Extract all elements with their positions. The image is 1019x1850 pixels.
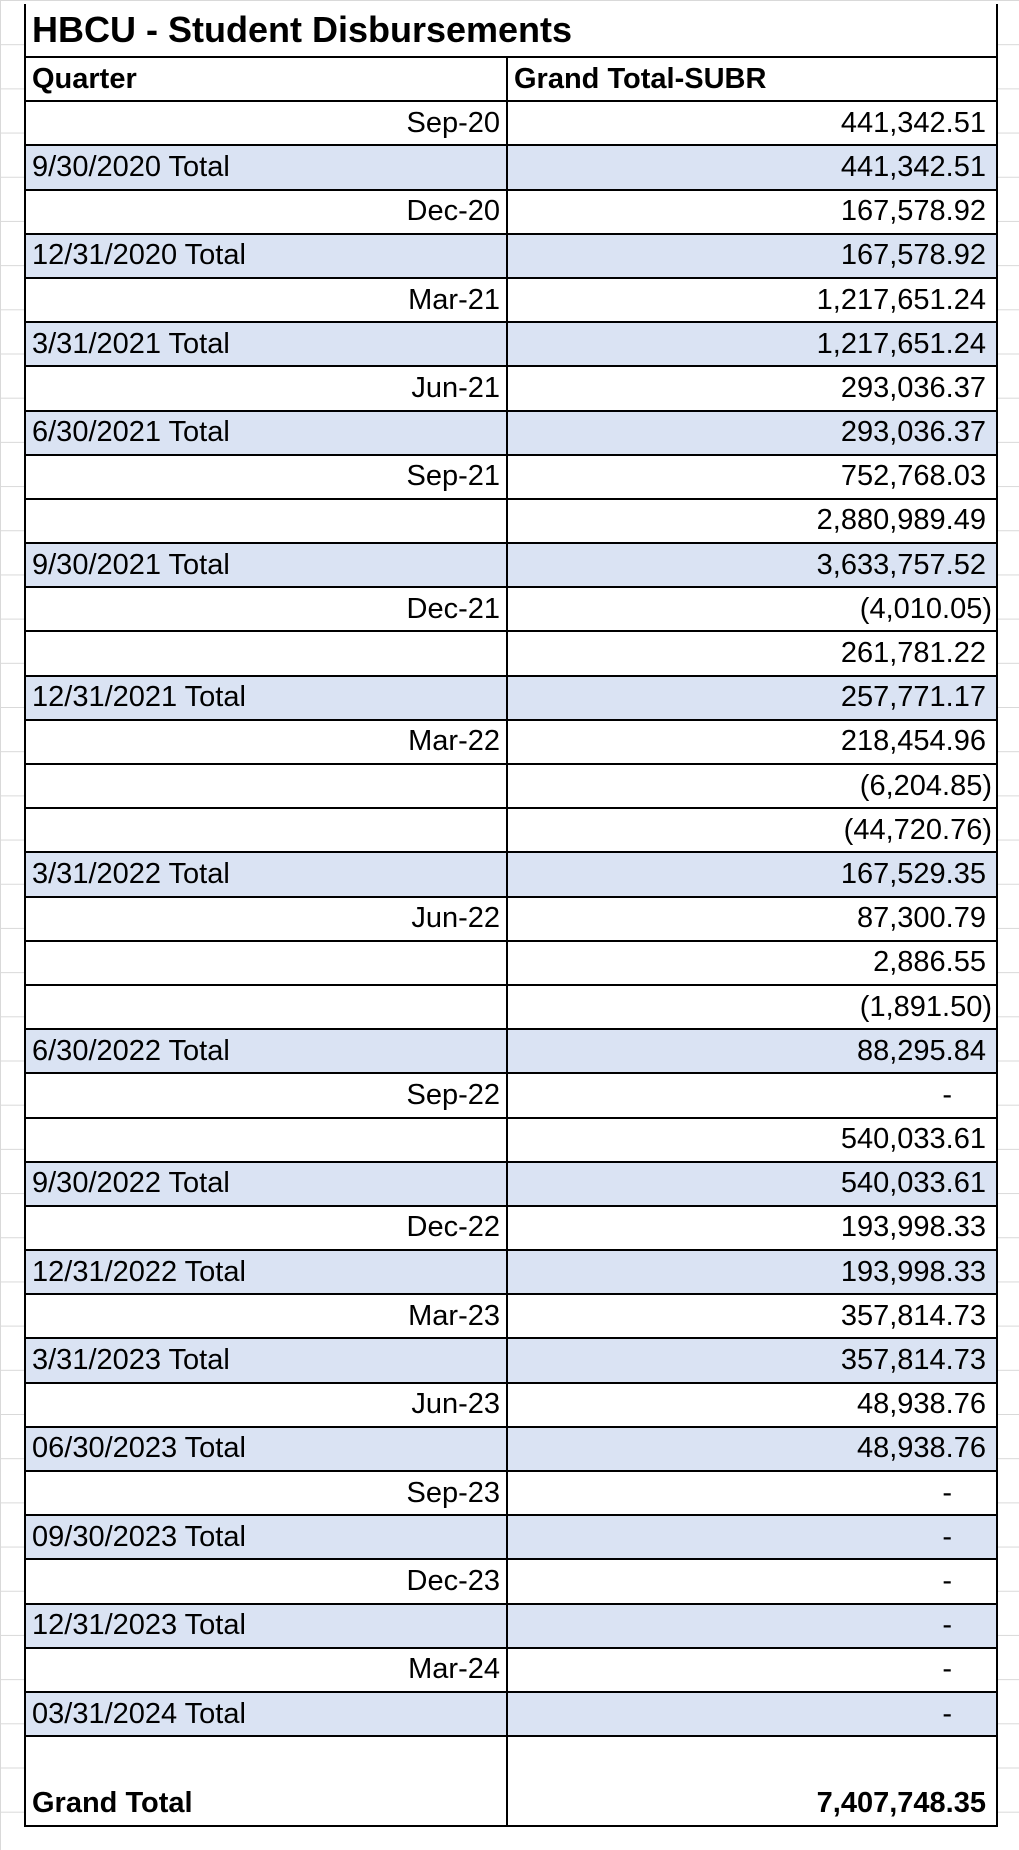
amount-cell[interactable]: 540,033.61	[840, 1123, 986, 1156]
quarter-cell[interactable]	[26, 809, 508, 851]
quarter-cell[interactable]: 6/30/2021 Total	[26, 412, 508, 454]
table-row	[26, 1074, 996, 1118]
table-body	[26, 102, 996, 1781]
quarter-cell[interactable]: Mar-22	[26, 721, 508, 763]
quarter-cell[interactable]: 9/30/2020 Total	[26, 146, 508, 188]
quarter-header[interactable]: Quarter	[26, 58, 508, 100]
subtotal-row	[26, 1163, 996, 1207]
table-row	[26, 632, 996, 676]
quarter-cell[interactable]: 12/31/2020 Total	[26, 235, 508, 277]
quarter-cell[interactable]: 12/31/2023 Total	[26, 1605, 508, 1647]
header-row	[26, 58, 996, 102]
subtotal-row	[26, 853, 996, 897]
quarter-cell[interactable]: 9/30/2022 Total	[26, 1163, 508, 1205]
amount-cell[interactable]: 167,578.92	[840, 239, 986, 272]
table-row	[26, 721, 996, 765]
amount-cell[interactable]: 193,998.33	[840, 1255, 986, 1288]
quarter-cell[interactable]: 6/30/2022 Total	[26, 1030, 508, 1072]
amount-cell[interactable]: (44,720.76)	[843, 813, 992, 846]
quarter-cell[interactable]: Dec-22	[26, 1207, 508, 1249]
table-row	[26, 500, 996, 544]
amount-cell[interactable]: -	[942, 1697, 952, 1730]
quarter-cell[interactable]: Dec-23	[26, 1560, 508, 1602]
quarter-cell[interactable]	[26, 986, 508, 1028]
quarter-cell[interactable]	[26, 632, 508, 674]
amount-cell[interactable]: 1,217,651.24	[816, 283, 986, 316]
quarter-cell[interactable]: 3/31/2022 Total	[26, 853, 508, 895]
table-row	[26, 191, 996, 235]
amount-cell[interactable]: 752,768.03	[840, 460, 986, 493]
quarter-cell[interactable]: Sep-21	[26, 456, 508, 498]
quarter-cell[interactable]	[26, 1119, 508, 1161]
grand-total-subr-header[interactable]: Grand Total-SUBR	[514, 62, 767, 95]
grand-total-value[interactable]: 7,407,748.35	[816, 1786, 986, 1819]
amount-cell[interactable]: (6,204.85)	[859, 769, 992, 802]
amount-cell[interactable]: -	[942, 1078, 952, 1111]
amount-cell[interactable]: (4,010.05)	[859, 592, 992, 625]
subtotal-row	[26, 1605, 996, 1649]
amount-cell[interactable]: 441,342.51	[840, 106, 986, 139]
subtotal-row	[26, 146, 996, 190]
amount-cell[interactable]: 357,814.73	[840, 1299, 986, 1332]
amount-cell[interactable]: 3,633,757.52	[816, 548, 986, 581]
amount-cell[interactable]: 193,998.33	[840, 1211, 986, 1244]
table-row	[26, 765, 996, 809]
amount-cell[interactable]: 48,938.76	[856, 1388, 986, 1421]
quarter-cell[interactable]: 9/30/2021 Total	[26, 544, 508, 586]
table-row	[26, 809, 996, 853]
quarter-cell[interactable]: 3/31/2021 Total	[26, 323, 508, 365]
quarter-cell[interactable]: Dec-21	[26, 588, 508, 630]
subtotal-row	[26, 323, 996, 367]
subtotal-row	[26, 1030, 996, 1074]
amount-cell[interactable]: -	[942, 1609, 952, 1642]
quarter-cell[interactable]: Mar-24	[26, 1649, 508, 1691]
subtotal-row	[26, 1428, 996, 1472]
subtotal-row	[26, 1251, 996, 1295]
subtotal-row	[26, 677, 996, 721]
amount-cell[interactable]: -	[942, 1653, 952, 1686]
quarter-cell[interactable]	[26, 1737, 508, 1781]
table-row	[26, 1649, 996, 1693]
quarter-cell[interactable]: 09/30/2023 Total	[26, 1516, 508, 1558]
amount-cell[interactable]: 257,771.17	[840, 681, 986, 714]
amount-cell[interactable]: 167,578.92	[840, 195, 986, 228]
grand-total-label[interactable]: Grand Total	[26, 1781, 508, 1825]
amount-cell[interactable]: -	[942, 1520, 952, 1553]
subtotal-row	[26, 544, 996, 588]
quarter-cell[interactable]: Mar-21	[26, 279, 508, 321]
amount-cell[interactable]: (1,891.50)	[859, 990, 992, 1023]
table-row	[26, 1384, 996, 1428]
amount-cell[interactable]: 540,033.61	[840, 1167, 986, 1200]
quarter-cell[interactable]: Sep-22	[26, 1074, 508, 1116]
table-row	[26, 1295, 996, 1339]
amount-cell[interactable]: -	[942, 1564, 952, 1597]
table-row	[26, 898, 996, 942]
table-row	[26, 1119, 996, 1163]
table-row	[26, 1472, 996, 1516]
table-row	[26, 1207, 996, 1251]
amount-cell[interactable]: 48,938.76	[856, 1432, 986, 1465]
quarter-cell[interactable]: Dec-20	[26, 191, 508, 233]
quarter-cell[interactable]: 03/31/2024 Total	[26, 1693, 508, 1735]
table-row	[26, 102, 996, 146]
amount-cell[interactable]: 1,217,651.24	[816, 327, 986, 360]
quarter-cell[interactable]: Sep-20	[26, 102, 508, 144]
quarter-cell[interactable]: 06/30/2023 Total	[26, 1428, 508, 1470]
quarter-cell[interactable]: Sep-23	[26, 1472, 508, 1514]
amount-cell[interactable]: 441,342.51	[840, 150, 986, 183]
subtotal-row	[26, 1339, 996, 1383]
quarter-cell[interactable]: Jun-23	[26, 1384, 508, 1426]
table-row	[26, 279, 996, 323]
amount-cell[interactable]	[508, 1737, 996, 1781]
amount-cell[interactable]: 2,886.55	[873, 946, 986, 979]
amount-cell[interactable]: 357,814.73	[840, 1344, 986, 1377]
amount-cell[interactable]: 261,781.22	[840, 637, 986, 670]
quarter-cell[interactable]: 12/31/2021 Total	[26, 677, 508, 719]
table-row	[26, 367, 996, 411]
table-row	[26, 942, 996, 986]
quarter-cell[interactable]	[26, 500, 508, 542]
amount-cell[interactable]: -	[942, 1476, 952, 1509]
amount-cell[interactable]: 293,036.37	[840, 416, 986, 449]
table-row	[26, 1560, 996, 1604]
grand-total-row	[26, 1781, 996, 1825]
amount-cell[interactable]: 218,454.96	[840, 725, 986, 758]
table-row	[26, 1737, 996, 1781]
quarter-cell[interactable]: Jun-21	[26, 367, 508, 409]
subtotal-row	[26, 235, 996, 279]
quarter-cell[interactable]: 12/31/2022 Total	[26, 1251, 508, 1293]
quarter-cell[interactable]: Mar-23	[26, 1295, 508, 1337]
sheet-title[interactable]: HBCU - Student Disbursements	[26, 4, 996, 58]
amount-cell[interactable]: 293,036.37	[840, 371, 986, 404]
amount-cell[interactable]: 2,880,989.49	[816, 504, 986, 537]
quarter-cell[interactable]	[26, 765, 508, 807]
quarter-cell[interactable]	[26, 942, 508, 984]
amount-cell[interactable]: 167,529.35	[840, 857, 986, 890]
quarter-cell[interactable]: 3/31/2023 Total	[26, 1339, 508, 1381]
subtotal-row	[26, 412, 996, 456]
amount-cell[interactable]: 87,300.79	[856, 902, 986, 935]
amount-cell[interactable]: 88,295.84	[856, 1034, 986, 1067]
table-row	[26, 456, 996, 500]
quarter-cell[interactable]: Jun-22	[26, 898, 508, 940]
subtotal-row	[26, 1693, 996, 1737]
table-row	[26, 986, 996, 1030]
subtotal-row	[26, 1516, 996, 1560]
disbursement-table	[24, 4, 998, 1827]
table-row	[26, 588, 996, 632]
